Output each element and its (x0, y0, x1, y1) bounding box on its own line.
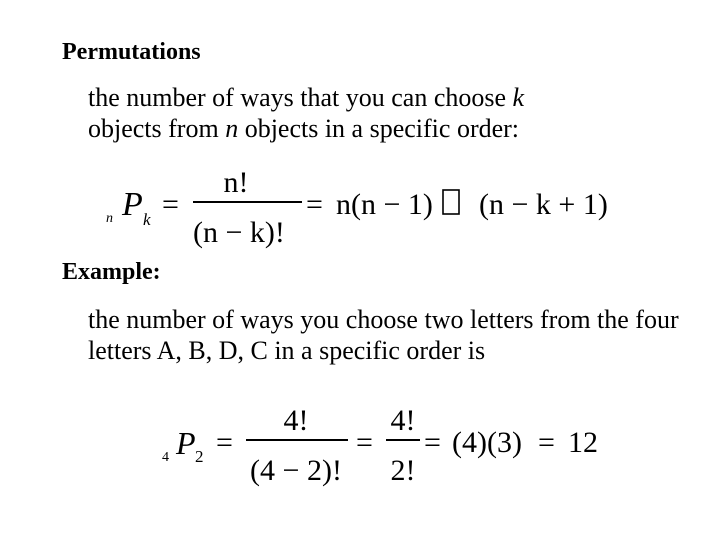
description-text-2: objects from (88, 114, 226, 143)
example-description: the number of ways you choose two letters from the four letters A, B, D, C in a specific order is (88, 305, 679, 365)
description-text-3: objects in a specific order: (238, 114, 520, 143)
example-subscript-4: 4 (162, 450, 169, 465)
example-product: (4)(3) (452, 426, 522, 459)
formula-product-left: n(n − 1) (336, 188, 433, 221)
formula-missing-glyph-box (443, 190, 459, 214)
example-symbol-p: P (176, 425, 196, 461)
formula-symbol-p: P (122, 186, 143, 223)
formula-product-right: (n − k + 1) (479, 188, 608, 221)
example-denominator-2: 2! (390, 454, 416, 487)
formula-subscript-n: n (106, 211, 113, 226)
example-subscript-2: 2 (195, 447, 204, 466)
example-numerator-1: 4! (283, 404, 309, 437)
formula-equals-1: = (162, 188, 179, 221)
permutation-formula (0, 160, 720, 260)
example-heading: Example: (62, 259, 161, 285)
description-text-1: the number of ways that you can choose (88, 83, 513, 112)
example-equals-1: = (216, 426, 233, 459)
example-result: 12 (568, 426, 598, 459)
example-equals-4: = (538, 426, 555, 459)
formula-subscript-k: k (143, 210, 151, 229)
formula-equals-2: = (306, 188, 323, 221)
formula-denominator: (n − k)! (193, 216, 285, 249)
description-k: k (512, 83, 525, 112)
example-equals-2: = (356, 426, 373, 459)
formula-numerator: n! (223, 166, 249, 199)
example-formula (0, 396, 720, 496)
permutations-heading: Permutations (62, 39, 201, 65)
description-n: n (225, 114, 239, 143)
example-numerator-2: 4! (390, 404, 416, 437)
example-denominator-1: (4 − 2)! (250, 454, 342, 487)
permutations-description (88, 82, 688, 144)
example-equals-3: = (424, 426, 441, 459)
